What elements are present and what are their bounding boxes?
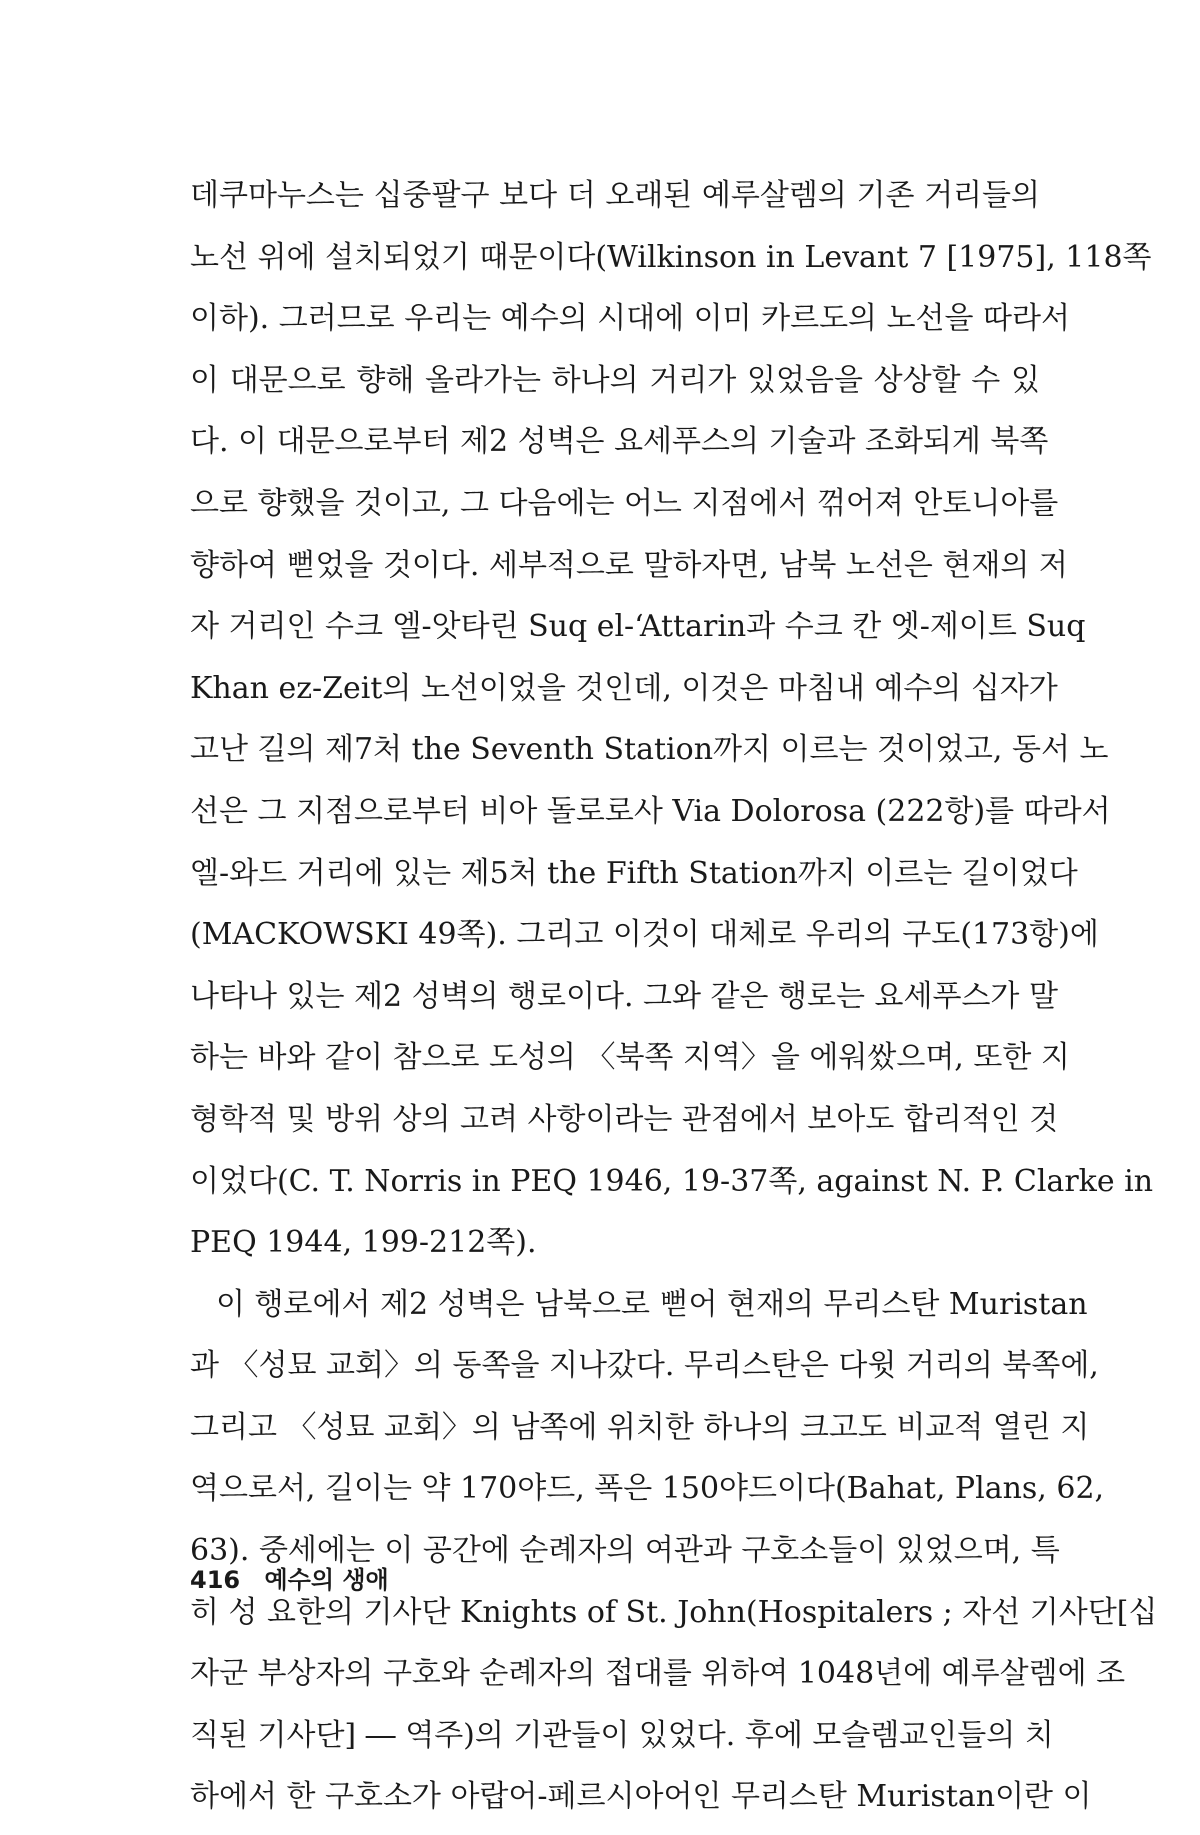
text-line: 하는 바와 같이 참으로 도성의 〈북쪽 지역〉을 에워쌌으며, 또한 지 [190, 1040, 1070, 1076]
text-line: 이 행로에서 제2 성벽은 남북으로 뻗어 현재의 무리스탄 Muristan [216, 1286, 1088, 1322]
text-line: PEQ 1944, 199-212쪽). [190, 1225, 537, 1261]
text-line: 선은 그 지점으로부터 비아 돌로로사 Via Dolorosa (222항)를 따라서 [190, 793, 1111, 829]
text-line: 과 〈성묘 교회〉의 동쪽을 지나갔다. 무리스탄은 다윗 거리의 북쪽에, [190, 1348, 1099, 1384]
page-number: 416 [190, 1566, 241, 1594]
text-line: 63). 중세에는 이 공간에 순례자의 여관과 구호소들이 있었으며, 특 [190, 1533, 1060, 1569]
text-line: 이 대문으로 향해 올라가는 하나의 거리가 있었음을 상상할 수 있 [190, 362, 1040, 398]
text-line: 자 거리인 수크 엘-앗타린 Suq el-‘Attarin과 수크 칸 엣-제이트 Suq [190, 609, 1086, 645]
text-line: 이하). 그러므로 우리는 예수의 시대에 이미 카르도의 노선을 따라서 [190, 301, 1070, 337]
text-line: 데쿠마누스는 십중팔구 보다 더 오래된 예루살렘의 기존 거리들의 [190, 178, 1040, 213]
text-line: 향하여 뻗었을 것이다. 세부적으로 말하자면, 남북 노선은 현재의 저 [190, 547, 1068, 583]
text-line: Khan ez-Zeit의 노선이었을 것인데, 이것은 마침내 예수의 십자가 [190, 670, 1058, 706]
text-line: 다. 이 대문으로부터 제2 성벽은 요세푸스의 기술과 조화되게 북쪽 [190, 424, 1049, 460]
text-line: (MACKOWSKI 49쪽). 그리고 이것이 대체로 우리의 구도(173항)에 [190, 917, 1099, 953]
text-line: 직된 기사단] ― 역주)의 기관들이 있었다. 후에 모슬렘교인들의 치 [190, 1717, 1054, 1753]
text-line: 나타나 있는 제2 성벽의 행로이다. 그와 같은 행로는 요세푸스가 말 [190, 978, 1058, 1014]
text-line: 자군 부상자의 구호와 순례자의 접대를 위하여 1048년에 예루살렘에 조 [190, 1656, 1126, 1692]
text-line: 그리고 〈성묘 교회〉의 남쪽에 위치한 하나의 크고도 비교적 열린 지 [190, 1409, 1090, 1445]
text-line: 역으로서, 길이는 약 170야드, 폭은 150야드이다(Bahat, Plans, 62, [190, 1471, 1105, 1507]
text-line: 노선 위에 설치되었기 때문이다(Wilkinson in Levant 7 [1975], 118쪽 [190, 239, 1152, 275]
running-title: 예수의 생애 [264, 1566, 389, 1594]
text-line: 엘-와드 거리에 있는 제5처 the Fifth Station까지 이르는 길이었다 [190, 855, 1078, 891]
page-footer [190, 1564, 389, 1596]
text-line: 이었다(C. T. Norris in PEQ 1946, 19-37쪽, against N. P. Clarke in [190, 1163, 1154, 1199]
text-line: 고난 길의 제7처 the Seventh Station까지 이르는 것이었고, 동서 노 [190, 732, 1109, 768]
text-line: 하에서 한 구호소가 아랍어-페르시아어인 무리스탄 Muristan이란 이 [190, 1779, 1092, 1815]
text-line: 히 성 요한의 기사단 Knights of St. John(Hospitalers ; 자선 기사단[십 [190, 1594, 1158, 1630]
text-line: 형학적 및 방위 상의 고려 사항이라는 관점에서 보아도 합리적인 것 [190, 1101, 1059, 1137]
text-line: 으로 향했을 것이고, 그 다음에는 어느 지점에서 꺾어져 안토니아를 [190, 485, 1059, 521]
